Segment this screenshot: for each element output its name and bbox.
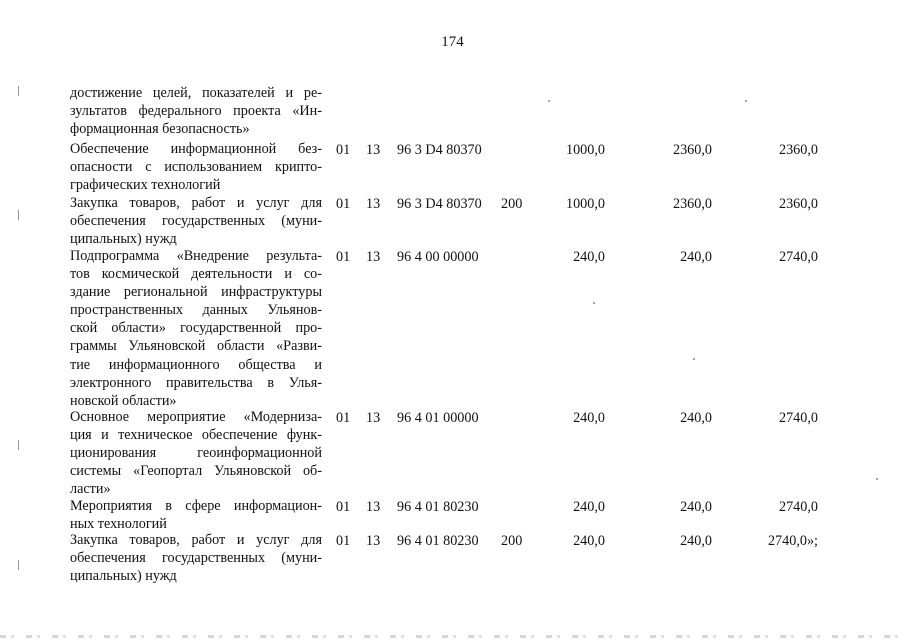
- cell-y3: 2360,0: [778, 142, 818, 158]
- cell-vr: 200: [501, 533, 523, 549]
- cell-rz: 01: [336, 249, 351, 265]
- cell-y2: 240,0: [680, 499, 712, 515]
- cell-csr: 96 4 01 00000: [397, 410, 479, 426]
- description-line: опасности с использованием крипто-: [70, 159, 322, 176]
- description-line: графических технологий: [70, 177, 221, 194]
- row-description: [70, 194, 322, 248]
- cell-y2: 240,0: [680, 249, 712, 265]
- page-number: 174: [441, 34, 464, 50]
- cell-y3: 2740,0: [778, 499, 818, 515]
- margin-mark: [18, 440, 19, 450]
- cell-csr: 96 4 01 80230: [397, 533, 479, 549]
- description-line: здание региональной инфраструктуры: [70, 284, 322, 301]
- description-line: ция и техническое обеспечение функ-: [70, 427, 322, 444]
- cell-y3: 2740,0»;: [767, 533, 818, 549]
- cell-pr: 13: [366, 499, 381, 515]
- margin-mark: [18, 560, 19, 570]
- description-line: пространственных данных Ульянов-: [70, 302, 322, 319]
- description-line: Обеспечение информационной без-: [70, 141, 322, 157]
- scan-speck: [548, 100, 550, 102]
- cell-pr: 13: [366, 196, 381, 212]
- cell-vr: 200: [501, 196, 523, 212]
- cell-y1: 1000,0: [565, 196, 605, 212]
- cell-pr: 13: [366, 533, 381, 549]
- description-line: граммы Ульяновской области «Разви-: [70, 338, 322, 355]
- cell-y3: 2360,0: [778, 196, 818, 212]
- description-line: Закупка товаров, работ и услуг для: [70, 195, 322, 211]
- description-line: ципальных) нужд: [70, 568, 177, 585]
- cell-y3: 2740,0: [778, 249, 818, 265]
- scan-edge: [0, 635, 905, 638]
- description-line: Основное мероприятие «Модерниза-: [70, 409, 322, 425]
- cell-csr: 96 4 01 80230: [397, 499, 479, 515]
- description-line: Закупка товаров, работ и услуг для: [70, 532, 322, 548]
- cell-y1: 240,0: [573, 499, 605, 515]
- description-line: зультатов федерального проекта «Ин-: [70, 103, 322, 120]
- margin-mark: [18, 210, 19, 220]
- cell-rz: 01: [336, 142, 351, 158]
- description-line: системы «Геопортал Ульяновской об-: [70, 463, 322, 480]
- cell-pr: 13: [366, 410, 381, 426]
- margin-mark: [18, 86, 19, 96]
- row-description: [70, 84, 322, 138]
- cell-y2: 2360,0: [672, 142, 712, 158]
- cell-y2: 2360,0: [672, 196, 712, 212]
- description-line: Мероприятия в сфере информацион-: [70, 498, 322, 514]
- cell-csr: 96 4 00 00000: [397, 249, 479, 265]
- description-line: новской области»: [70, 392, 177, 409]
- cell-y1: 240,0: [573, 249, 605, 265]
- description-line: ласти»: [70, 481, 111, 498]
- cell-y2: 240,0: [680, 533, 712, 549]
- cell-rz: 01: [336, 533, 351, 549]
- cell-y3: 2740,0: [778, 410, 818, 426]
- scan-speck: [693, 358, 695, 360]
- description-line: достижение целей, показателей и ре-: [70, 85, 322, 101]
- description-line: ционирования геоинформационной: [70, 445, 322, 462]
- description-line: обеспечения государственных (муни-: [70, 213, 322, 230]
- cell-rz: 01: [336, 499, 351, 515]
- description-line: электронного правительства в Улья-: [70, 374, 322, 391]
- cell-y2: 240,0: [680, 410, 712, 426]
- cell-csr: 96 3 D4 80370: [397, 196, 482, 212]
- cell-pr: 13: [366, 249, 381, 265]
- description-line: ской области» государственной про-: [70, 320, 322, 337]
- scan-speck: [593, 302, 595, 304]
- row-description: [70, 531, 322, 585]
- description-line: формационная безопасность»: [70, 121, 250, 138]
- scan-speck: [876, 478, 878, 480]
- row-description: [70, 408, 322, 498]
- cell-y1: 1000,0: [565, 142, 605, 158]
- description-line: ципальных) нужд: [70, 231, 177, 248]
- cell-y1: 240,0: [573, 410, 605, 426]
- cell-rz: 01: [336, 196, 351, 212]
- description-line: обеспечения государственных (муни-: [70, 550, 322, 567]
- cell-rz: 01: [336, 410, 351, 426]
- row-description: [70, 140, 322, 194]
- description-line: ных технологий: [70, 516, 167, 533]
- scan-speck: [745, 100, 747, 102]
- cell-y1: 240,0: [573, 533, 605, 549]
- row-description: [70, 247, 322, 410]
- cell-csr: 96 3 D4 80370: [397, 142, 482, 158]
- row-description: [70, 497, 322, 533]
- description-line: тие информационного общества и: [70, 356, 322, 373]
- description-line: тов космической деятельности и со-: [70, 266, 322, 283]
- description-line: Подпрограмма «Внедрение результа-: [70, 248, 322, 264]
- cell-pr: 13: [366, 142, 381, 158]
